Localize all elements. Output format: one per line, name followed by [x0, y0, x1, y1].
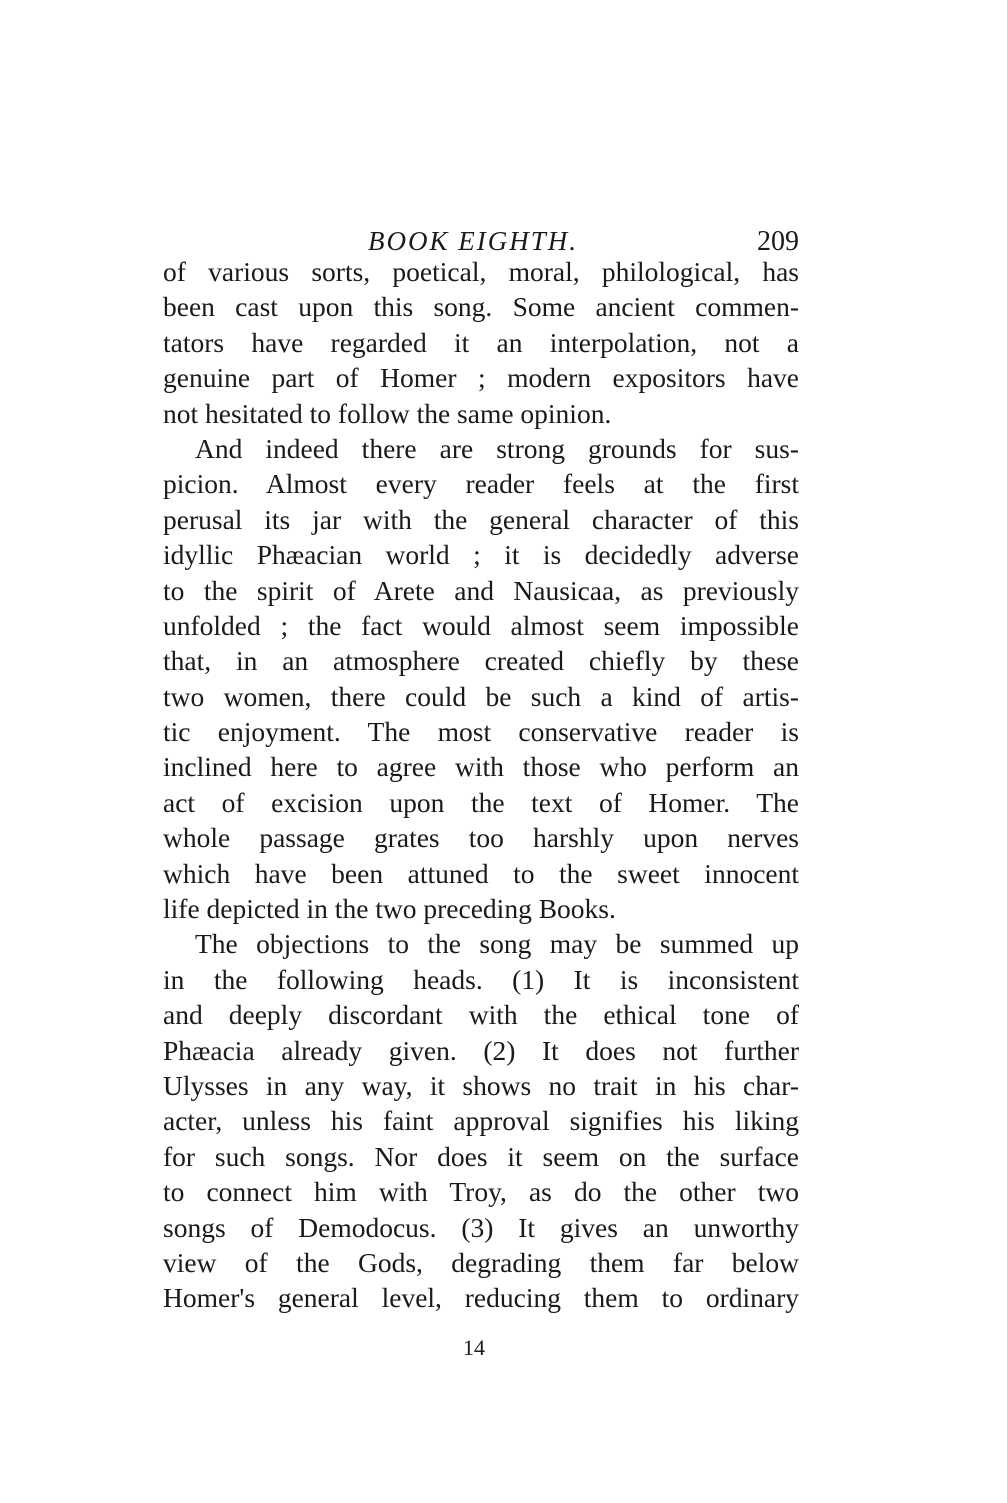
text-line: tic enjoyment. The most conservative reader is [163, 716, 799, 748]
paragraph-2 [163, 431, 799, 926]
text-line: genuine part of Homer ; modern expositors have [163, 362, 799, 394]
text-line: two women, there could be such a kind of artis- [163, 680, 799, 712]
text-line: Phæacia already given. (2) It does not further [163, 1034, 799, 1066]
text-line: not hesitated to follow the same opinion. [163, 397, 612, 429]
text-line: life depicted in the two preceding Books. [163, 893, 616, 925]
text-line: tators have regarded it an interpolation, not a [163, 326, 799, 358]
text-line: of various sorts, poetical, moral, philological, has [163, 256, 799, 287]
body-text [163, 254, 799, 1316]
text-line: acter, unless his faint approval signifies his liking [163, 1105, 799, 1137]
running-title: BOOK EIGHTH. [368, 226, 578, 256]
text-line: which have been attuned to the sweet innocent [163, 857, 799, 889]
text-line: view of the Gods, degrading them far below [163, 1246, 799, 1278]
text-line: been cast upon this song. Some ancient commen- [163, 291, 799, 323]
text-line: act of excision upon the text of Homer. The [163, 786, 799, 818]
text-line: that, in an atmosphere created chiefly by these [163, 645, 799, 677]
text-line: for such songs. Nor does it seem on the surface [163, 1140, 799, 1172]
paragraph-1 [163, 254, 799, 431]
text-line: to the spirit of Arete and Nausicaa, as previously [163, 574, 799, 606]
signature-mark: 14 [463, 1335, 485, 1360]
text-line: inclined here to agree with those who perform an [163, 751, 799, 783]
text-line: songs of Demodocus. (3) It gives an unworthy [163, 1211, 799, 1243]
text-line: The objections to the song may be summed up [195, 928, 799, 960]
text-line: whole passage grates too harshly upon nerves [163, 822, 799, 854]
paragraph-3 [163, 926, 799, 1315]
text-line: in the following heads. (1) It is inconsistent [163, 963, 799, 995]
text-line: perusal its jar with the general character of this [163, 503, 799, 535]
text-line: idyllic Phæacian world ; it is decidedly adverse [163, 539, 799, 571]
text-line: picion. Almost every reader feels at the first [163, 468, 799, 500]
page-number: 209 [757, 226, 799, 257]
text-line: unfolded ; the fact would almost seem impossible [163, 609, 799, 641]
text-line: to connect him with Troy, as do the other two [163, 1176, 799, 1208]
text-line: And indeed there are strong grounds for sus- [195, 432, 799, 464]
text-line: and deeply discordant with the ethical tone of [163, 999, 799, 1031]
text-line: Ulysses in any way, it shows no trait in his char- [163, 1069, 799, 1101]
text-line: Homer's general level, reducing them to ordinary [163, 1282, 799, 1314]
